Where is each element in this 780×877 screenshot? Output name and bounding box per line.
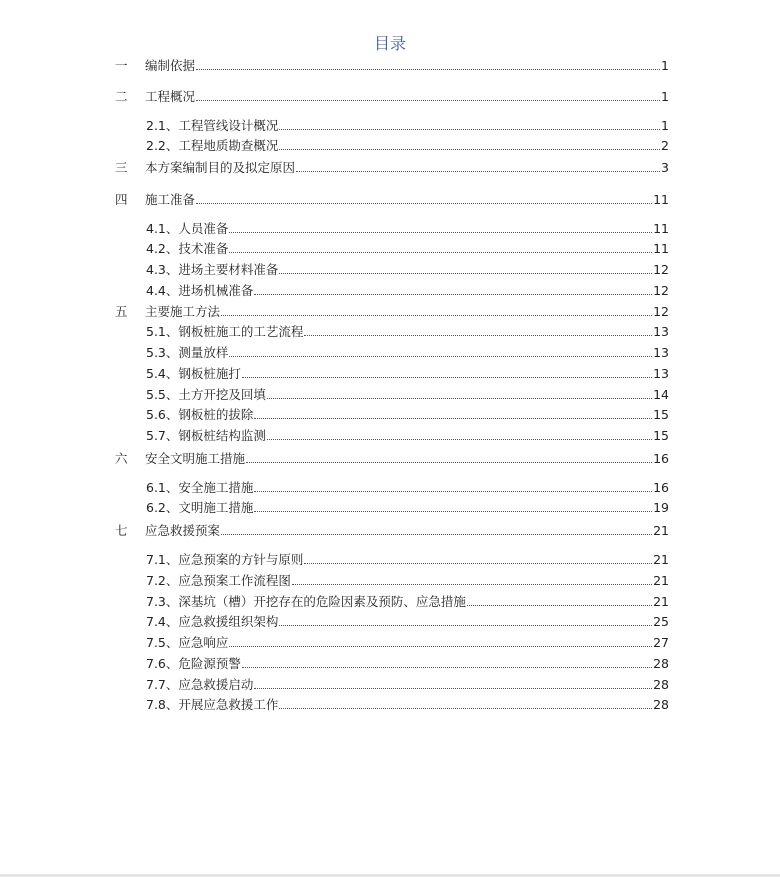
toc-leader — [467, 604, 652, 606]
toc-subentry[interactable] — [146, 500, 669, 516]
toc-entry-text: 主要施工方法 — [145, 304, 221, 319]
toc-entry-text: 人员准备 — [178, 221, 229, 236]
toc-entry-page: 15 — [653, 407, 669, 422]
toc-entry-number: 7.7、 — [146, 677, 179, 692]
toc-entry-page: 12 — [653, 283, 669, 298]
toc-entry-page: 21 — [653, 594, 669, 609]
toc-entry-text: 应急预案的方针与原则 — [178, 552, 304, 567]
toc-entry-text: 钢板桩施工的工艺流程 — [178, 324, 304, 339]
toc-subentry[interactable] — [146, 283, 669, 299]
toc-leader — [254, 490, 652, 492]
toc-entry-number: 5.3、 — [146, 345, 179, 360]
toc-entry-number: 7.8、 — [146, 697, 179, 712]
toc-entry-text: 本方案编制目的及拟定原因 — [145, 160, 296, 175]
toc-subentry[interactable] — [146, 221, 669, 237]
toc-subentry[interactable] — [146, 387, 669, 403]
toc-entry-text: 进场主要材料准备 — [178, 262, 279, 277]
toc-subentry[interactable] — [146, 407, 669, 423]
toc-entry-number: 5.7、 — [146, 428, 179, 443]
toc-subentry[interactable] — [146, 118, 669, 134]
toc-entry-number: 4.3、 — [146, 262, 179, 277]
toc-entry-number: 5.6、 — [146, 407, 179, 422]
toc-entry-number: 7.6、 — [146, 656, 179, 671]
toc-entry-number: 6.1、 — [146, 480, 179, 495]
toc-entry-page: 21 — [653, 573, 669, 588]
toc-entry-text: 技术准备 — [178, 241, 229, 256]
toc-entry-number: 四 — [115, 192, 128, 207]
toc-leader — [279, 128, 660, 130]
toc-entry-number: 7.2、 — [146, 573, 179, 588]
toc-leader — [254, 417, 652, 419]
toc-entry[interactable] — [115, 304, 669, 320]
toc-entry-page: 11 — [653, 192, 669, 207]
toc-leader — [196, 68, 660, 70]
toc-entry-text: 测量放样 — [178, 345, 229, 360]
toc-entry[interactable] — [115, 451, 669, 467]
toc-entry-page: 14 — [653, 387, 669, 402]
toc-entry-text: 施工准备 — [145, 192, 196, 207]
toc-entry-page: 13 — [653, 324, 669, 339]
toc-entry-page: 21 — [653, 552, 669, 567]
toc-leader — [254, 510, 652, 512]
toc-subentry[interactable] — [146, 614, 669, 630]
toc-leader — [229, 355, 652, 357]
toc-subentry[interactable] — [146, 366, 669, 382]
toc-entry-number: 7.4、 — [146, 614, 179, 629]
toc-subentry[interactable] — [146, 345, 669, 361]
toc-entry-text: 深基坑（槽）开挖存在的危险因素及预防、应急措施 — [178, 594, 466, 609]
toc-entry-text: 进场机械准备 — [178, 283, 254, 298]
toc-leader — [221, 533, 652, 535]
toc-entry-text: 编制依据 — [145, 58, 196, 73]
toc-leader — [267, 397, 652, 399]
toc-subentry[interactable] — [146, 324, 669, 340]
toc-subentry[interactable] — [146, 480, 669, 496]
toc-leader — [279, 272, 652, 274]
toc-subentry[interactable] — [146, 594, 669, 610]
toc-entry-text: 钢板桩的拔除 — [178, 407, 254, 422]
toc-entry-page: 21 — [653, 523, 669, 538]
toc-leader — [279, 148, 660, 150]
toc-entry-page: 15 — [653, 428, 669, 443]
toc-entry-text: 钢板桩结构监测 — [178, 428, 266, 443]
toc-subentry[interactable] — [146, 573, 669, 589]
toc-entry-text: 应急救援组织架构 — [178, 614, 279, 629]
toc-entry-text: 土方开挖及回填 — [178, 387, 266, 402]
toc-leader — [229, 231, 652, 233]
toc-leader — [196, 202, 652, 204]
toc-entry-number: 二 — [115, 89, 128, 104]
toc-leader — [254, 687, 652, 689]
toc-entry-page: 13 — [653, 345, 669, 360]
toc-entry[interactable] — [115, 160, 669, 176]
toc-entry-page: 27 — [653, 635, 669, 650]
toc-leader — [304, 562, 652, 564]
toc-entry-text: 、工程地质勘查概况 — [165, 138, 279, 153]
toc-entry-page: 11 — [653, 221, 669, 236]
toc-entry-text: 工程管线设计概况 — [178, 118, 279, 133]
toc-entry-number: 7.5、 — [146, 635, 179, 650]
toc-entry[interactable] — [115, 523, 669, 539]
toc-entry-text: 应急预案工作流程图 — [178, 573, 291, 588]
toc-entry-number: 5.5、 — [146, 387, 179, 402]
toc-subentry[interactable] — [146, 656, 669, 672]
toc-entry-text: 应急救援预案 — [145, 523, 221, 538]
toc-leader — [242, 376, 652, 378]
toc-subentry[interactable] — [146, 241, 669, 257]
toc-entry-number: 4.2、 — [146, 241, 179, 256]
toc-entry-text: 文明施工措施 — [178, 500, 254, 515]
toc-entry[interactable] — [115, 58, 669, 74]
toc-subentry[interactable] — [146, 428, 669, 444]
toc-entry-page: 19 — [653, 500, 669, 515]
toc-leader — [279, 624, 652, 626]
toc-entry-number: 七 — [115, 523, 128, 538]
toc-entry-number: 6.2、 — [146, 500, 179, 515]
toc-entry[interactable] — [115, 89, 669, 105]
toc-subentry[interactable] — [146, 138, 669, 154]
toc-leader — [242, 666, 652, 668]
toc-leader — [304, 334, 652, 336]
toc-entry-text: 安全文明施工措施 — [145, 451, 246, 466]
toc-entry-number: 5.4、 — [146, 366, 179, 381]
toc-entry-text: 工程概况 — [145, 89, 196, 104]
toc-entry-text: 钢板桩施打 — [178, 366, 241, 381]
toc-subentry[interactable] — [146, 262, 669, 278]
toc-leader — [292, 583, 652, 585]
toc-entry-number: 一 — [115, 58, 128, 73]
toc-entry-number: 三 — [115, 160, 128, 175]
toc-entry-page: 2 — [661, 138, 669, 153]
toc-entry-page: 1 — [661, 118, 669, 133]
toc-entry-number: 7.1、 — [146, 552, 179, 567]
toc-entry-page: 28 — [653, 677, 669, 692]
toc-entry-page: 28 — [653, 697, 669, 712]
toc-entry-number: 2.2 — [146, 138, 166, 153]
toc-entry-page: 12 — [653, 262, 669, 277]
toc-entry-number: 五 — [115, 304, 128, 319]
toc-entry-text: 应急响应 — [178, 635, 229, 650]
toc-leader — [267, 438, 652, 440]
toc-entry-text: 安全施工措施 — [178, 480, 254, 495]
toc-entry-page: 25 — [653, 614, 669, 629]
toc-entry-text: 危险源预警 — [178, 656, 241, 671]
toc-entry-number: 5.1、 — [146, 324, 179, 339]
toc-entry-page: 3 — [661, 160, 669, 175]
toc-entry-page: 13 — [653, 366, 669, 381]
toc-entry-page: 16 — [653, 451, 669, 466]
toc-leader — [196, 99, 660, 101]
toc-leader — [254, 293, 652, 295]
toc-entry-page: 16 — [653, 480, 669, 495]
toc-entry-text: 开展应急救援工作 — [178, 697, 279, 712]
toc-entry-number: 4.1、 — [146, 221, 179, 236]
toc-leader — [229, 251, 652, 253]
toc-entry-number: 7.3、 — [146, 594, 179, 609]
toc-subentry[interactable] — [146, 697, 669, 713]
toc-entry-page: 28 — [653, 656, 669, 671]
toc-leader — [221, 314, 652, 316]
toc-leader — [229, 645, 652, 647]
toc-entry-page: 11 — [653, 241, 669, 256]
toc-entry-text: 应急救援启动 — [178, 677, 254, 692]
toc-entry[interactable] — [115, 192, 669, 208]
toc-leader — [296, 170, 660, 172]
toc-entry-number: 2.1、 — [146, 118, 179, 133]
toc-subentry[interactable] — [146, 635, 669, 651]
toc-leader — [246, 461, 652, 463]
toc-subentry[interactable] — [146, 677, 669, 693]
toc-entry-number: 4.4、 — [146, 283, 179, 298]
toc-title: 目录 — [373, 34, 406, 53]
toc-entry-page: 1 — [661, 89, 669, 104]
toc-subentry[interactable] — [146, 552, 669, 568]
toc-entry-page: 1 — [661, 58, 669, 73]
toc-entry-number: 六 — [115, 451, 128, 466]
toc-leader — [279, 707, 652, 709]
toc-entry-page: 12 — [653, 304, 669, 319]
